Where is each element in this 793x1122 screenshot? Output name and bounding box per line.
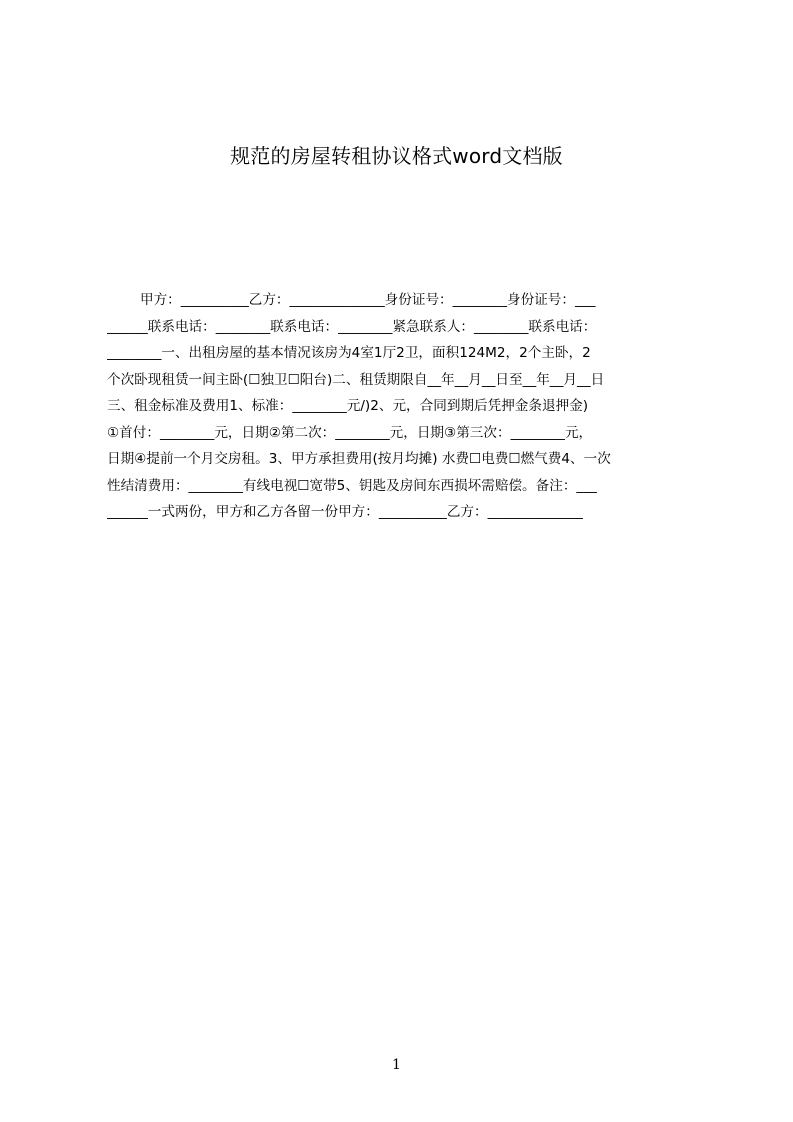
agreement-line-8: 性结清费用：________有线电视☐宽带5、钥匙及房间东西损坏需赔偿。备注：___ — [107, 477, 597, 494]
agreement-line-6: ①首付：________元，日期②第二次：________元，日期③第三次：________元， — [107, 424, 593, 441]
agreement-line-7: 日期④提前一个月交房租。3、甲方承担费用(按月均摊) 水费☐电费☐燃气费4、一次 — [107, 451, 611, 467]
agreement-line-2: ______联系电话：________联系电话：________紧急联系人：________联系电话： — [107, 318, 597, 335]
agreement-body — [107, 287, 707, 526]
agreement-line-5: 三、租金标准及费用1、标准：________元/)2、元，合同到期后凭押金条退押金) — [107, 398, 589, 414]
document-title: 规范的房屋转租协议格式word文档版 — [230, 144, 563, 168]
agreement-line-4: 个次卧现租赁一间主卧(☐独卫☐阳台)二、租赁期限自__年__月__日至__年__月__日 — [107, 371, 605, 388]
page-number: 1 — [392, 1057, 401, 1073]
agreement-line-9: ______一式两份，甲方和乙方各留一份甲方：__________乙方：______________ — [107, 504, 583, 520]
agreement-line-3: ________一、出租房屋的基本情况该房为4室1厅2卫，面积124M2，2个主卧，2 — [107, 345, 591, 361]
agreement-line-1: 甲方：__________乙方：______________身份证号：________身份证号：___ — [140, 292, 596, 308]
